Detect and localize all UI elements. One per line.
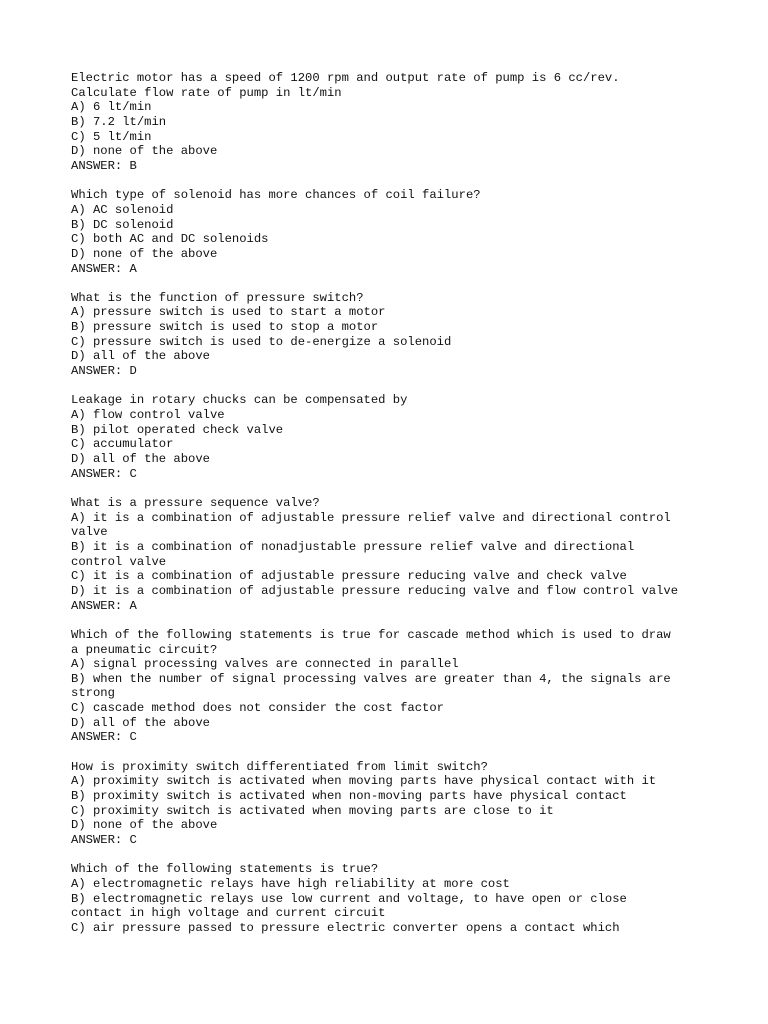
option-b: B) 7.2 lt/min xyxy=(71,114,167,129)
option-c: C) it is a combination of adjustable pressure reducing valve and check valve xyxy=(71,569,627,584)
option-c: C) proximity switch is activated when moving parts are close to it xyxy=(71,803,554,818)
option-a: A) signal processing valves are connected in parallel xyxy=(71,657,459,672)
option-b-continued: strong xyxy=(71,686,115,701)
option-c: C) accumulator xyxy=(71,437,174,452)
option-d: D) none of the above xyxy=(71,144,218,159)
question-text: Leakage in rotary chucks can be compensated by xyxy=(71,393,408,408)
option-b-continued: contact in high voltage and current circuit xyxy=(71,906,386,921)
question-5 xyxy=(71,496,711,613)
option-a: A) AC solenoid xyxy=(71,202,174,217)
option-b: B) proximity switch is activated when non-moving parts have physical contact xyxy=(71,789,627,804)
option-c: C) 5 lt/min xyxy=(71,129,152,144)
option-d: D) none of the above xyxy=(71,246,218,261)
question-3 xyxy=(71,291,711,379)
question-4 xyxy=(71,393,711,481)
question-7 xyxy=(71,760,711,848)
answer-line: ANSWER: C xyxy=(71,730,137,745)
option-c: C) both AC and DC solenoids xyxy=(71,232,269,247)
question-1 xyxy=(71,71,711,174)
question-text: How is proximity switch differentiated from limit switch? xyxy=(71,759,488,774)
question-text: Which of the following statements is true? xyxy=(71,862,379,877)
question-text: Calculate flow rate of pump in lt/min xyxy=(71,85,342,100)
option-d: D) all of the above xyxy=(71,349,210,364)
question-2 xyxy=(71,188,711,276)
option-b: B) it is a combination of nonadjustable pressure relief valve and directional xyxy=(71,539,635,554)
option-c: C) cascade method does not consider the cost factor xyxy=(71,701,444,716)
question-text: Which type of solenoid has more chances of coil failure? xyxy=(71,188,481,203)
option-c: C) air pressure passed to pressure electric converter opens a contact which xyxy=(71,920,620,935)
question-text-continued: a pneumatic circuit? xyxy=(71,642,218,657)
option-a: A) pressure switch is used to start a motor xyxy=(71,305,386,320)
option-b: B) DC solenoid xyxy=(71,217,174,232)
question-text: Electric motor has a speed of 1200 rpm and output rate of pump is 6 cc/rev. xyxy=(71,71,620,85)
answer-line: ANSWER: D xyxy=(71,364,137,379)
option-a: A) proximity switch is activated when moving parts have physical contact with it xyxy=(71,774,657,789)
option-d: D) none of the above xyxy=(71,818,218,833)
option-a: A) electromagnetic relays have high reliability at more cost xyxy=(71,876,510,891)
option-d: D) it is a combination of adjustable pressure reducing valve and flow control valve xyxy=(71,583,679,598)
option-b-continued: control valve xyxy=(71,554,167,569)
option-d: D) all of the above xyxy=(71,715,210,730)
question-text: What is a pressure sequence valve? xyxy=(71,495,320,510)
option-a: A) flow control valve xyxy=(71,408,225,423)
option-b: B) pilot operated check valve xyxy=(71,422,284,437)
answer-line: ANSWER: A xyxy=(71,261,137,276)
option-a: A) 6 lt/min xyxy=(71,100,152,115)
answer-line: ANSWER: C xyxy=(71,833,137,848)
option-c: C) pressure switch is used to de-energize a solenoid xyxy=(71,334,452,349)
answer-line: ANSWER: B xyxy=(71,158,137,173)
option-a: A) it is a combination of adjustable pressure relief valve and directional control xyxy=(71,510,671,525)
option-b: B) electromagnetic relays use low current and voltage, to have open or close xyxy=(71,891,627,906)
document-page xyxy=(71,71,711,950)
question-text: Which of the following statements is true for cascade method which is used to draw xyxy=(71,627,671,642)
answer-line: ANSWER: C xyxy=(71,466,137,481)
answer-line: ANSWER: A xyxy=(71,598,137,613)
option-a-continued: valve xyxy=(71,525,108,540)
question-6 xyxy=(71,628,711,745)
question-8 xyxy=(71,862,711,935)
option-d: D) all of the above xyxy=(71,452,210,467)
question-text: What is the function of pressure switch? xyxy=(71,290,364,305)
option-b: B) when the number of signal processing valves are greater than 4, the signals are xyxy=(71,671,671,686)
option-b: B) pressure switch is used to stop a motor xyxy=(71,320,379,335)
